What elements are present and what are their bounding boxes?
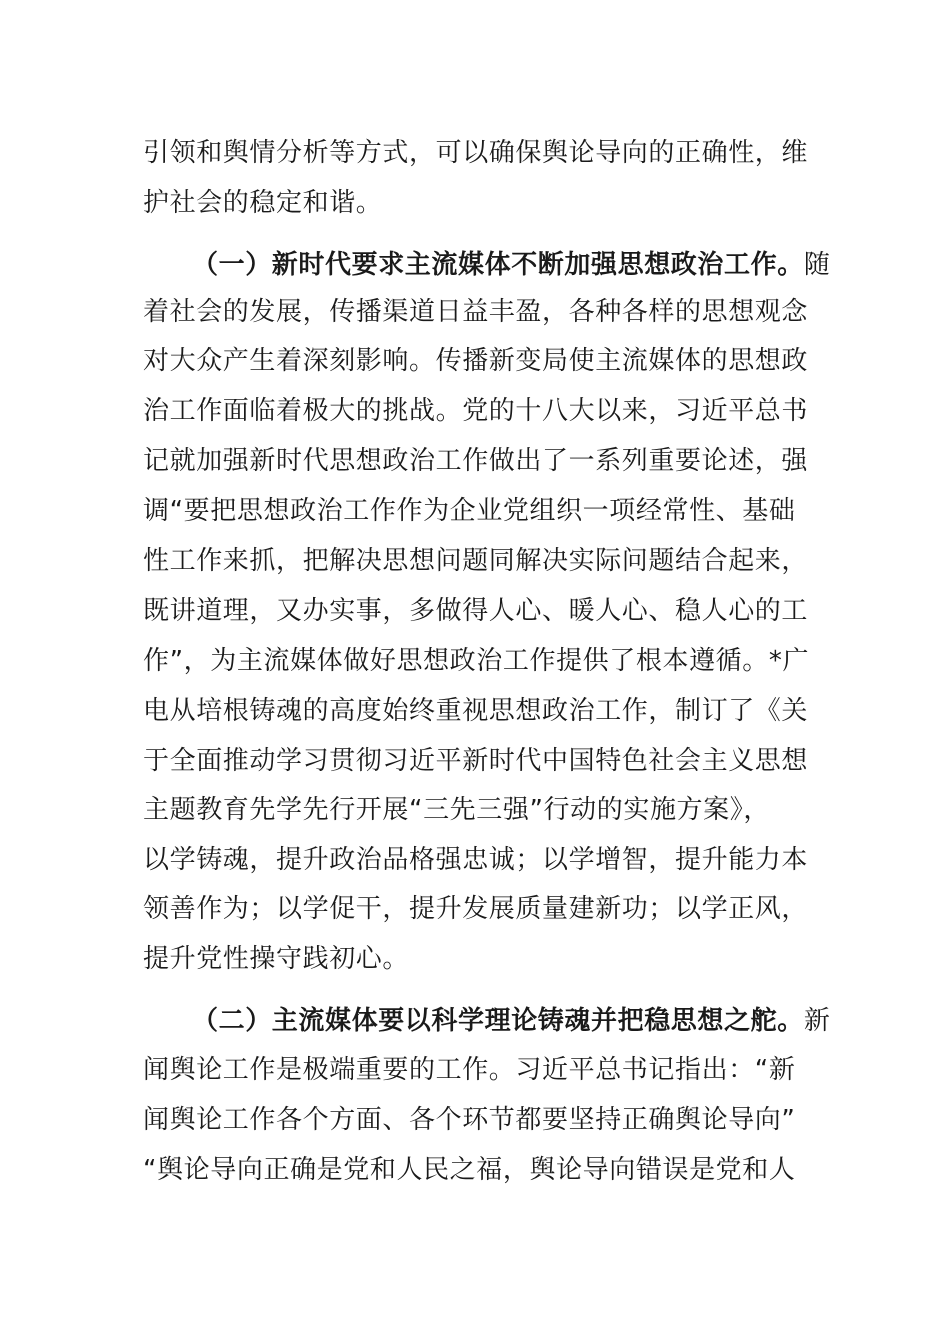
text-line: 作”，为主流媒体做好思想政治工作提供了根本遵循。*广 (143, 646, 810, 676)
section-1-first-line-tail: 随 (803, 250, 831, 280)
text-line: “舆论导向正确是党和人民之福，舆论导向错误是党和人 (143, 1155, 796, 1185)
text-line: 护社会的稳定和谐。 (143, 188, 383, 218)
text-line: 主题教育先学先行开展“三先三强”行动的实施方案》， (143, 795, 770, 825)
text-line: 调“要把思想政治工作作为企业党组织一项经常性、基础 (143, 496, 796, 526)
text-line: 闻舆论工作各个方面、各个环节都要坚持正确舆论导向” (143, 1105, 796, 1135)
text-line: 以学铸魂，提升政治品格强忠诚；以学增智，提升能力本 (143, 845, 809, 875)
text-line: 性工作来抓，把解决思想问题同解决实际问题结合起来， (143, 546, 809, 576)
text-line: 闻舆论工作是极端重要的工作。习近平总书记指出：“新 (143, 1055, 796, 1085)
text-line: 治工作面临着极大的挑战。党的十八大以来，习近平总书 (143, 396, 809, 426)
text-line: 记就加强新时代思想政治工作做出了一系列重要论述，强 (143, 446, 809, 476)
text-line: 对大众产生着深刻影响。传播新变局使主流媒体的思想政 (143, 346, 809, 376)
text-line: 领善作为；以学促干，提升发展质量建新功；以学正风， (143, 894, 809, 924)
text-line: 引领和舆情分析等方式，可以确保舆论导向的正确性，维 (143, 138, 809, 168)
section-2-heading: （二）主流媒体要以科学理论铸魂并把稳思想之舵。 (192, 1006, 804, 1036)
section-1-heading: （一）新时代要求主流媒体不断加强思想政治工作。 (192, 250, 804, 280)
section-2-first-line-tail: 新 (803, 1006, 831, 1036)
text-line: 电从培根铸魂的高度始终重视思想政治工作，制订了《关 (143, 696, 809, 726)
section-1-first-line (192, 245, 831, 285)
text-line: 提升党性操守践初心。 (143, 944, 410, 974)
text-line: 既讲道理，又办实事，多做得人心、暖人心、稳人心的工 (143, 596, 809, 626)
text-line: 于全面推动学习贯彻习近平新时代中国特色社会主义思想 (143, 746, 809, 776)
text-line: 着社会的发展，传播渠道日益丰盈，各种各样的思想观念 (143, 297, 809, 327)
section-2-first-line (192, 1001, 831, 1041)
